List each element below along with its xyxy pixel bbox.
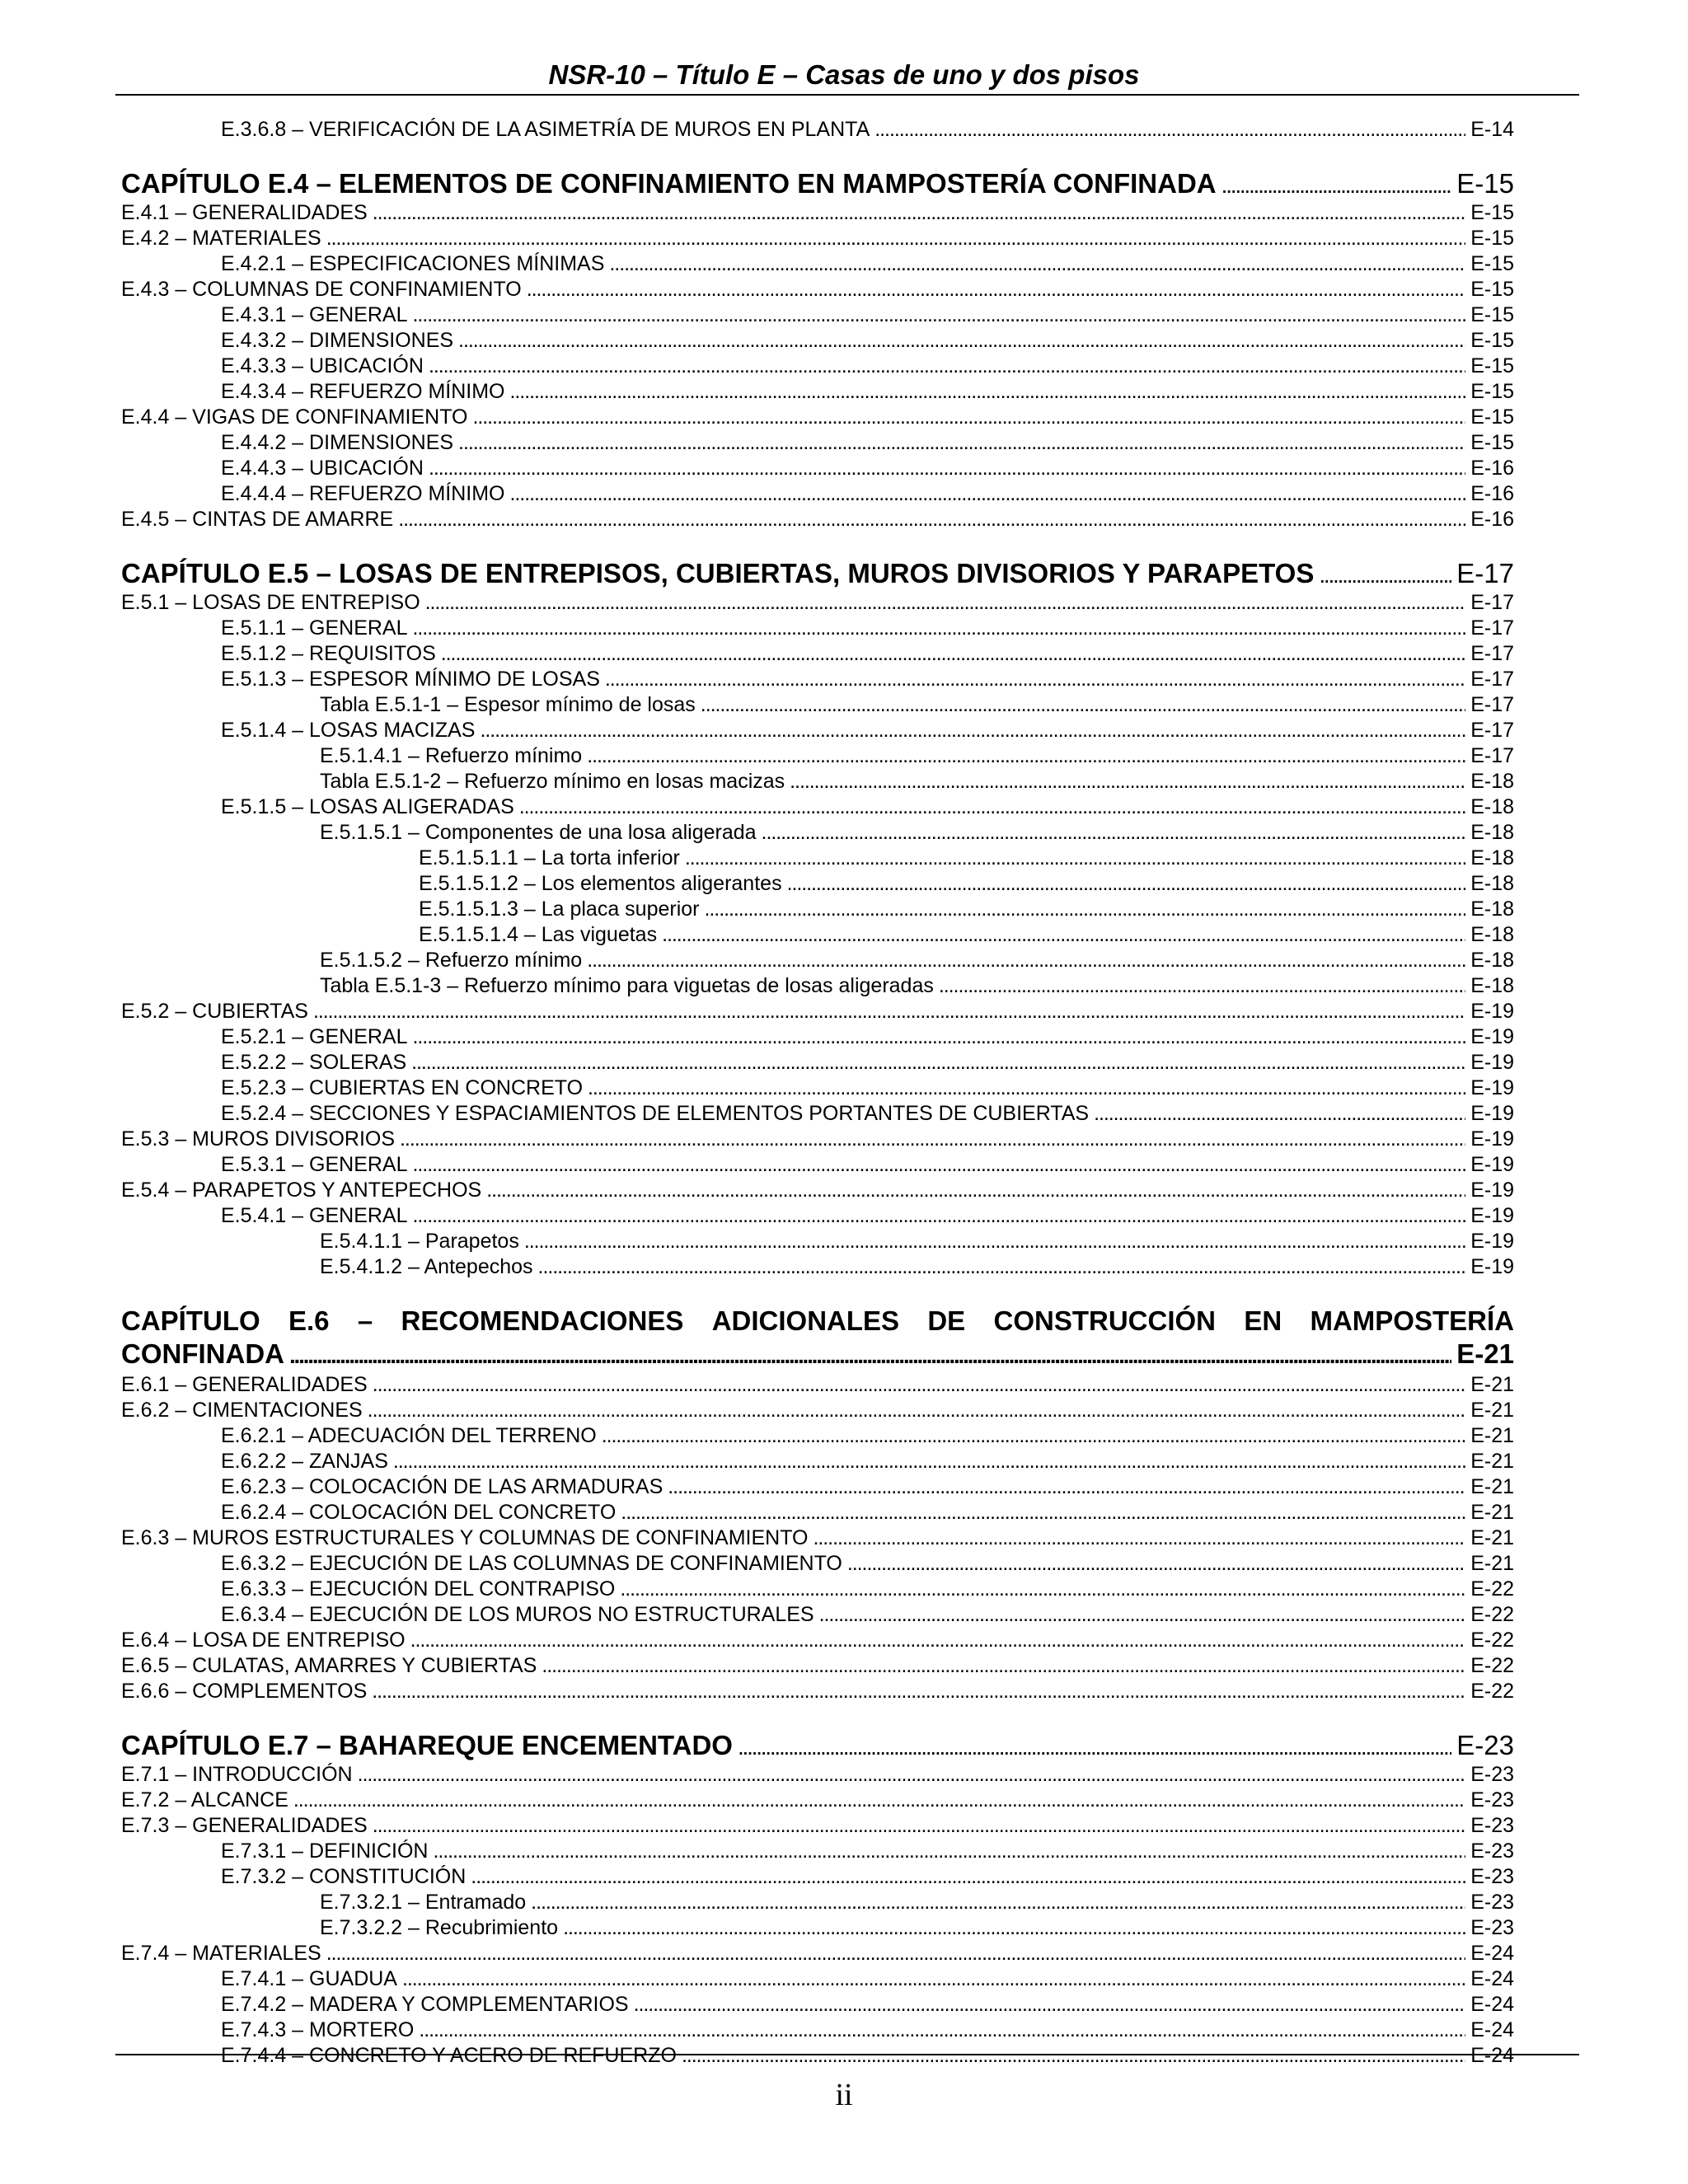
toc-entry-text: E.4.4.3 – UBICACIÓN — [221, 457, 424, 480]
dot-leader — [738, 1729, 1451, 1764]
toc-entry-text: E.5.4.1.2 – Antepechos — [320, 1255, 533, 1278]
toc-entry-text: E.5.1.5.1 – Componentes de una losa aligerada — [320, 821, 757, 844]
toc-entry-page: E-23 — [1470, 1763, 1514, 1786]
dot-leader — [471, 1864, 1465, 1890]
dot-leader — [441, 641, 1465, 667]
toc-entry-page: E-15 — [1470, 380, 1514, 403]
toc-entry[interactable] — [121, 302, 1514, 328]
dot-leader — [685, 846, 1465, 871]
chapter-page: E-17 — [1456, 558, 1514, 588]
chapter-title-line2: CONFINADA — [121, 1338, 284, 1369]
dot-leader — [413, 1152, 1466, 1178]
toc-entry-page: E-21 — [1470, 1552, 1514, 1575]
toc-entry-page: E-19 — [1470, 1204, 1514, 1227]
dot-leader — [289, 1338, 1451, 1372]
chapter-title-word: CONSTRUCCIÓN — [993, 1305, 1216, 1336]
toc-entry-text: E.6.3.2 – EJECUCIÓN DE LAS COLUMNAS DE CONFINAMIENTO — [221, 1552, 842, 1575]
toc-entry-page: E-23 — [1470, 1865, 1514, 1888]
toc-entry[interactable] — [121, 1398, 1514, 1423]
dot-leader — [634, 1992, 1466, 2018]
toc-entry-page: E-18 — [1470, 821, 1514, 844]
toc-entry-text: E.4.3.3 – UBICACIÓN — [221, 354, 424, 377]
dot-leader — [373, 1813, 1465, 1839]
toc-entry-page: E-23 — [1470, 1840, 1514, 1863]
toc-entry-text: E.5.1.5.1.1 – La torta inferior — [419, 846, 680, 869]
toc-entry[interactable] — [121, 117, 1514, 143]
dot-leader — [480, 718, 1465, 743]
toc-entry-page: E-18 — [1470, 770, 1514, 793]
toc-entry-page: E-18 — [1470, 974, 1514, 997]
toc-entry[interactable] — [121, 667, 1514, 692]
toc-entry[interactable] — [121, 1423, 1514, 1449]
toc-entry[interactable] — [121, 973, 1514, 999]
toc-entry-text: Tabla E.5.1-3 – Refuerzo mínimo para viguetas de losas aligeradas — [320, 974, 934, 997]
chapter-page: E-15 — [1456, 168, 1514, 199]
dot-leader — [393, 1449, 1465, 1474]
toc-entry-page: E-17 — [1470, 744, 1514, 767]
chapter-title-word: ADICIONALES — [711, 1305, 900, 1336]
toc-entry[interactable] — [121, 1577, 1514, 1602]
toc-entry-text: E.6.1 – GENERALIDADES — [121, 1373, 368, 1396]
toc-entry[interactable] — [121, 1966, 1514, 1992]
toc-entry-page: E-15 — [1470, 201, 1514, 224]
toc-entry[interactable] — [121, 354, 1514, 379]
dot-leader — [400, 1127, 1465, 1152]
toc-entry-text: E.7.3.1 – DEFINICIÓN — [221, 1840, 429, 1863]
toc-entry-text: E.7.4.2 – MADERA Y COMPLEMENTARIOS — [221, 1993, 629, 2016]
dot-leader — [358, 1762, 1466, 1788]
dot-leader — [605, 667, 1465, 692]
toc-entry-text: E.6.2 – CIMENTACIONES — [121, 1399, 363, 1422]
toc-entry-text: E.6.2.2 – ZANJAS — [221, 1450, 388, 1473]
toc-entry-page: E-19 — [1470, 1127, 1514, 1151]
chapter-gap — [121, 143, 1514, 167]
toc-entry[interactable] — [121, 794, 1514, 820]
toc-entry[interactable] — [121, 1050, 1514, 1076]
toc-entry-page: E-21 — [1470, 1424, 1514, 1447]
chapter-heading[interactable] — [121, 1729, 1514, 1762]
dot-leader — [847, 1551, 1465, 1577]
toc-entry-page: E-15 — [1470, 405, 1514, 429]
toc-entry-page: E-17 — [1470, 668, 1514, 691]
toc-entry-page: E-19 — [1470, 1051, 1514, 1074]
toc-entry-page: E-17 — [1470, 591, 1514, 614]
chapter-heading[interactable] — [121, 167, 1514, 200]
toc-entry[interactable] — [121, 1653, 1514, 1679]
toc-entry-text: E.6.3.4 – EJECUCIÓN DE LOS MUROS NO ESTRUCTURALES — [221, 1603, 814, 1626]
toc-entry-text: E.5.1.5.1.3 – La placa superior — [419, 898, 700, 921]
toc-entry[interactable] — [121, 1915, 1514, 1941]
toc-entry-text: E.6.6 – COMPLEMENTOS — [121, 1680, 368, 1703]
toc-entry-text: E.4.2 – MATERIALES — [121, 227, 321, 250]
toc-entry-text: E.5.1.4 – LOSAS MACIZAS — [221, 719, 476, 742]
toc-entry-page: E-19 — [1470, 1025, 1514, 1048]
toc-entry-page: E-17 — [1470, 642, 1514, 665]
toc-entry[interactable] — [121, 692, 1514, 718]
toc-entry[interactable] — [121, 897, 1514, 922]
chapter-title: CAPÍTULO E.4 – ELEMENTOS DE CONFINAMIENTO EN MAMPOSTERÍA CONFINADA — [121, 168, 1217, 199]
chapter-title-word: MAMPOSTERÍA — [1310, 1305, 1514, 1336]
toc-entry-text: E.5.3.1 – GENERAL — [221, 1153, 408, 1176]
toc-entry-text: E.7.3.2 – CONSTITUCIÓN — [221, 1865, 467, 1888]
dot-leader — [701, 692, 1465, 718]
running-header-title: NSR-10 – Título E – Casas de uno y dos pisos — [548, 59, 1140, 90]
dot-leader — [524, 1229, 1465, 1254]
toc-entry-text: E.6.5 – CULATAS, AMARRES Y CUBIERTAS — [121, 1654, 537, 1677]
toc-entry[interactable] — [121, 1679, 1514, 1704]
toc-entry-text: E.5.4 – PARAPETOS Y ANTEPECHOS — [121, 1179, 482, 1202]
toc-entry[interactable] — [121, 871, 1514, 897]
dot-leader — [621, 1500, 1465, 1526]
dot-leader — [429, 456, 1465, 481]
dot-leader — [563, 1915, 1465, 1941]
dot-leader — [373, 200, 1465, 226]
toc-entry-text: E.5.2.2 – SOLERAS — [221, 1051, 407, 1074]
dot-leader — [293, 1788, 1465, 1813]
toc-entry[interactable] — [121, 1526, 1514, 1551]
toc-entry-text: E.7.2 – ALCANCE — [121, 1788, 288, 1811]
toc-entry[interactable] — [121, 1178, 1514, 1203]
toc-entry[interactable] — [121, 743, 1514, 769]
dot-leader — [939, 973, 1465, 999]
toc-entry[interactable] — [121, 1788, 1514, 1813]
toc-entry-page: E-19 — [1470, 1230, 1514, 1253]
toc-entry-text: E.4.3 – COLUMNAS DE CONFINAMIENTO — [121, 278, 522, 301]
toc-entry-page: E-24 — [1470, 1967, 1514, 1990]
toc-entry[interactable] — [121, 2043, 1514, 2069]
toc-entry-page: E-21 — [1470, 1373, 1514, 1396]
dot-leader — [542, 1653, 1465, 1679]
toc-entry-text: E.6.4 – LOSA DE ENTREPISO — [121, 1629, 406, 1652]
dot-leader — [519, 794, 1465, 820]
toc-entry-text: E.4.4 – VIGAS DE CONFINAMIENTO — [121, 405, 468, 429]
dot-leader — [1094, 1101, 1465, 1127]
toc-entry-text: E.7.4.3 – MORTERO — [221, 2018, 415, 2041]
toc-entry-text: Tabla E.5.1-2 – Refuerzo mínimo en losas macizas — [320, 770, 785, 793]
toc-entry-page: E-19 — [1470, 1076, 1514, 1099]
toc-entry-text: E.5.1.1 – GENERAL — [221, 616, 408, 640]
toc-entry[interactable] — [121, 1813, 1514, 1839]
toc-entry-text: E.4.1 – GENERALIDADES — [121, 201, 368, 224]
toc-entry[interactable] — [121, 1551, 1514, 1577]
toc-entry-page: E-23 — [1470, 1891, 1514, 1914]
toc-entry-text: E.5.4.1.1 – Parapetos — [320, 1230, 519, 1253]
chapter-page: E-21 — [1456, 1338, 1514, 1369]
toc-entry[interactable] — [121, 328, 1514, 354]
toc-entry-text: E.5.2 – CUBIERTAS — [121, 1000, 308, 1023]
toc-entry[interactable] — [121, 430, 1514, 456]
toc-entry-text: E.5.4.1 – GENERAL — [221, 1204, 408, 1227]
toc-entry[interactable] — [121, 1449, 1514, 1474]
toc-entry[interactable] — [121, 1254, 1514, 1280]
dot-leader — [787, 871, 1466, 897]
toc-entry-page: E-23 — [1470, 1788, 1514, 1811]
dot-leader — [814, 1526, 1466, 1551]
toc-entry-page: E-23 — [1470, 1916, 1514, 1939]
toc-entry-text: E.7.4 – MATERIALES — [121, 1942, 321, 1965]
toc-entry[interactable] — [121, 769, 1514, 794]
toc-entry[interactable] — [121, 616, 1514, 641]
dot-leader — [510, 379, 1466, 405]
toc-entry[interactable] — [121, 922, 1514, 948]
toc-entry-page: E-16 — [1470, 508, 1514, 531]
toc-entry[interactable] — [121, 641, 1514, 667]
dot-leader — [372, 1679, 1465, 1704]
toc-entry[interactable] — [121, 1101, 1514, 1127]
dot-leader — [609, 251, 1465, 277]
toc-entry[interactable] — [121, 405, 1514, 430]
toc-entry-page: E-22 — [1470, 1603, 1514, 1626]
dot-leader — [429, 354, 1465, 379]
toc-entry-page: E-22 — [1470, 1629, 1514, 1652]
footer-rule — [115, 2054, 1579, 2055]
dot-leader — [588, 1076, 1465, 1101]
toc-entry-text: E.5.2.1 – GENERAL — [221, 1025, 408, 1048]
toc-entry-page: E-23 — [1470, 1814, 1514, 1837]
dot-leader — [402, 1966, 1465, 1992]
chapter-gap — [121, 1280, 1514, 1305]
toc-entry-text: E.7.4.1 – GUADUA — [221, 1967, 397, 1990]
toc-entry-text: E.7.3 – GENERALIDADES — [121, 1814, 368, 1837]
toc-entry[interactable] — [121, 456, 1514, 481]
toc-entry-page: E-17 — [1470, 616, 1514, 640]
toc-entry-page: E-15 — [1470, 354, 1514, 377]
toc-entry-text: E.4.4.4 – REFUERZO MÍNIMO — [221, 482, 505, 505]
toc-entry[interactable] — [121, 1602, 1514, 1628]
chapter-title-word: – — [357, 1305, 373, 1336]
toc-entry-text: E.6.2.3 – COLOCACIÓN DE LAS ARMADURAS — [221, 1475, 663, 1498]
dot-leader — [413, 616, 1466, 641]
toc-entry-page: E-19 — [1470, 1255, 1514, 1278]
toc-entry-page: E-15 — [1470, 227, 1514, 250]
dot-leader — [1319, 557, 1451, 592]
toc-entry[interactable] — [121, 1628, 1514, 1653]
dot-leader — [368, 1398, 1466, 1423]
toc-entry-text: E.6.3 – MUROS ESTRUCTURALES Y COLUMNAS DE CONFINAMIENTO — [121, 1526, 809, 1549]
toc-entry[interactable] — [121, 1890, 1514, 1915]
chapter-gap — [121, 1704, 1514, 1729]
page-number: ii — [835, 2078, 853, 2112]
toc-entry[interactable] — [121, 718, 1514, 743]
toc-entry-text: E.5.2.3 – CUBIERTAS EN CONCRETO — [221, 1076, 584, 1099]
toc-entry-text: E.6.2.4 – COLOCACIÓN DEL CONCRETO — [221, 1501, 617, 1524]
toc-entry-page: E-21 — [1470, 1475, 1514, 1498]
toc-entry-page: E-18 — [1470, 872, 1514, 895]
toc-entry[interactable] — [121, 2018, 1514, 2043]
toc-entry-page: E-15 — [1470, 431, 1514, 454]
toc-entry-page: E-22 — [1470, 1577, 1514, 1601]
toc-entry-text: E.6.2.1 – ADECUACIÓN DEL TERRENO — [221, 1424, 597, 1447]
chapter-title-word: CAPÍTULO — [121, 1305, 260, 1336]
toc-entry-page: E-22 — [1470, 1654, 1514, 1677]
dot-leader — [472, 405, 1465, 430]
header-rule — [115, 94, 1579, 96]
toc-entry-text: E.7.3.2.1 – Entramado — [320, 1891, 527, 1914]
toc-entry-text: E.4.3.2 – DIMENSIONES — [221, 329, 454, 352]
toc-entry-text: E.5.2.4 – SECCIONES Y ESPACIAMIENTOS DE ELEMENTOS PORTANTES DE CUBIERTAS — [221, 1102, 1090, 1125]
dot-leader — [587, 743, 1465, 769]
toc-entry[interactable] — [121, 1992, 1514, 2018]
dot-leader — [668, 1474, 1465, 1500]
toc-entry-text: E.7.3.2.2 – Recubrimiento — [320, 1916, 559, 1939]
toc-entry-text: E.5.1 – LOSAS DE ENTREPISO — [121, 591, 420, 614]
chapter-title: CAPÍTULO E.7 – BAHAREQUE ENCEMENTADO — [121, 1730, 733, 1760]
toc-entry-page: E-18 — [1470, 923, 1514, 946]
toc-entry-text: E.3.6.8 – VERIFICACIÓN DE LA ASIMETRÍA DE MUROS EN PLANTA — [221, 118, 870, 141]
toc-entry[interactable] — [121, 1229, 1514, 1254]
dot-leader — [602, 1423, 1465, 1449]
dot-leader — [413, 302, 1466, 328]
toc-entry-page: E-21 — [1470, 1526, 1514, 1549]
dot-leader — [531, 1890, 1465, 1915]
toc-entry[interactable] — [121, 277, 1514, 302]
toc-entry[interactable] — [121, 820, 1514, 846]
dot-leader — [419, 2018, 1465, 2043]
toc-entry-text: E.5.3 – MUROS DIVISORIOS — [121, 1127, 396, 1151]
chapter-title: CAPÍTULO E.5 – LOSAS DE ENTREPISOS, CUBIERTAS, MUROS DIVISORIOS Y PARAPETOS — [121, 558, 1315, 588]
toc-entry-page: E-19 — [1470, 1153, 1514, 1176]
toc-entry[interactable] — [121, 481, 1514, 507]
dot-leader — [790, 769, 1465, 794]
toc-entry-text: E.7.1 – INTRODUCCIÓN — [121, 1763, 353, 1786]
toc-entry-text: E.5.1.5.1.4 – Las viguetas — [419, 923, 658, 946]
chapter-title-word: DE — [927, 1305, 966, 1336]
dot-leader — [538, 1254, 1466, 1280]
dot-leader — [762, 820, 1466, 846]
toc-entry-page: E-17 — [1470, 719, 1514, 742]
chapter-heading[interactable] — [121, 557, 1514, 590]
toc-entry[interactable] — [121, 1076, 1514, 1101]
chapter-gap — [121, 532, 1514, 557]
toc-entry-text: E.4.3.1 – GENERAL — [221, 303, 408, 326]
dot-leader — [458, 430, 1465, 456]
dot-leader — [373, 1372, 1465, 1398]
toc-entry-page: E-18 — [1470, 949, 1514, 972]
toc-entry-page: E-24 — [1470, 1942, 1514, 1965]
toc-entry-text: E.5.1.5.1.2 – Los elementos aligerantes — [419, 872, 782, 895]
toc-entry-page: E-15 — [1470, 278, 1514, 301]
chapter-heading[interactable] — [121, 1305, 1514, 1372]
dot-leader — [313, 999, 1465, 1024]
chapter-title-word: RECOMENDACIONES — [401, 1305, 684, 1336]
toc-entry[interactable] — [121, 1127, 1514, 1152]
toc-entry-page: E-15 — [1470, 329, 1514, 352]
dot-leader — [874, 117, 1465, 143]
toc-entry[interactable] — [121, 846, 1514, 871]
toc-entry-page: E-19 — [1470, 1000, 1514, 1023]
dot-leader — [398, 507, 1465, 532]
dot-leader — [510, 481, 1466, 507]
dot-leader — [433, 1839, 1465, 1864]
toc-entry-text: E.7.4.4 – CONCRETO Y ACERO DE REFUERZO — [221, 2044, 677, 2067]
toc-entry[interactable] — [121, 507, 1514, 532]
toc-entry-text: E.5.1.3 – ESPESOR MÍNIMO DE LOSAS — [221, 668, 600, 691]
toc-entry[interactable] — [121, 251, 1514, 277]
toc-entry-text: E.6.3.3 – EJECUCIÓN DEL CONTRAPISO — [221, 1577, 616, 1601]
toc-entry-text: E.4.3.4 – REFUERZO MÍNIMO — [221, 380, 505, 403]
chapter-page: E-23 — [1456, 1730, 1514, 1760]
dot-leader — [682, 2043, 1465, 2069]
toc-entry[interactable] — [121, 1941, 1514, 1966]
dot-leader — [458, 328, 1465, 354]
toc-entry-page: E-18 — [1470, 846, 1514, 869]
chapter-title-word: EN — [1244, 1305, 1282, 1336]
toc-entry[interactable] — [121, 226, 1514, 251]
toc-entry-page: E-24 — [1470, 1993, 1514, 2016]
toc-entry-page: E-15 — [1470, 252, 1514, 275]
dot-leader — [425, 590, 1466, 616]
toc-entry-text: E.5.1.5 – LOSAS ALIGERADAS — [221, 795, 514, 818]
dot-leader — [527, 277, 1465, 302]
dot-leader — [326, 226, 1465, 251]
dot-leader — [410, 1628, 1466, 1653]
toc-entry[interactable] — [121, 1474, 1514, 1500]
dot-leader — [819, 1602, 1466, 1628]
dot-leader — [705, 897, 1466, 922]
toc-entry[interactable] — [121, 1024, 1514, 1050]
dot-leader — [413, 1024, 1466, 1050]
dot-leader — [411, 1050, 1465, 1076]
toc-entry-page: E-24 — [1470, 2018, 1514, 2041]
toc-entry-text: Tabla E.5.1-1 – Espesor mínimo de losas — [320, 693, 696, 716]
toc-entry-page: E-18 — [1470, 795, 1514, 818]
toc-entry[interactable] — [121, 200, 1514, 226]
toc-entry-page: E-14 — [1470, 118, 1514, 141]
toc-entry-text: E.4.2.1 – ESPECIFICACIONES MÍNIMAS — [221, 252, 605, 275]
toc-entry[interactable] — [121, 1839, 1514, 1864]
toc-entry-text: E.5.1.5.2 – Refuerzo mínimo — [320, 949, 583, 972]
toc-entry-page: E-21 — [1470, 1450, 1514, 1473]
toc-entry-page: E-18 — [1470, 898, 1514, 921]
dot-leader — [326, 1941, 1465, 1966]
table-of-contents — [121, 117, 1514, 2069]
dot-leader — [662, 922, 1465, 948]
toc-entry[interactable] — [121, 1152, 1514, 1178]
toc-entry-text: E.4.5 – CINTAS DE AMARRE — [121, 508, 394, 531]
toc-entry-page: E-16 — [1470, 457, 1514, 480]
dot-leader — [486, 1178, 1465, 1203]
chapter-title-word: E.6 — [288, 1305, 330, 1336]
toc-entry-page: E-19 — [1470, 1102, 1514, 1125]
toc-entry[interactable] — [121, 1203, 1514, 1229]
toc-entry-page: E-22 — [1470, 1680, 1514, 1703]
toc-entry-text: E.5.1.4.1 – Refuerzo mínimo — [320, 744, 583, 767]
toc-entry[interactable] — [121, 1762, 1514, 1788]
toc-entry[interactable] — [121, 1372, 1514, 1398]
toc-entry-text: E.4.4.2 – DIMENSIONES — [221, 431, 454, 454]
dot-leader — [620, 1577, 1465, 1602]
chapter-title-line1 — [121, 1305, 1514, 1338]
toc-entry[interactable] — [121, 999, 1514, 1024]
dot-leader — [587, 948, 1465, 973]
dot-leader — [413, 1203, 1466, 1229]
toc-entry[interactable] — [121, 1864, 1514, 1890]
toc-entry-page: E-16 — [1470, 482, 1514, 505]
toc-entry-text: E.5.1.2 – REQUISITOS — [221, 642, 436, 665]
toc-entry[interactable] — [121, 379, 1514, 405]
toc-entry[interactable] — [121, 1500, 1514, 1526]
toc-entry[interactable] — [121, 948, 1514, 973]
toc-entry-page: E-21 — [1470, 1501, 1514, 1524]
dot-leader — [1221, 167, 1452, 202]
toc-entry-page: E-17 — [1470, 693, 1514, 716]
toc-entry-page: E-15 — [1470, 303, 1514, 326]
toc-entry[interactable] — [121, 590, 1514, 616]
toc-entry-page: E-19 — [1470, 1179, 1514, 1202]
toc-entry-page: E-21 — [1470, 1399, 1514, 1422]
toc-entry-page: E-24 — [1470, 2044, 1514, 2067]
